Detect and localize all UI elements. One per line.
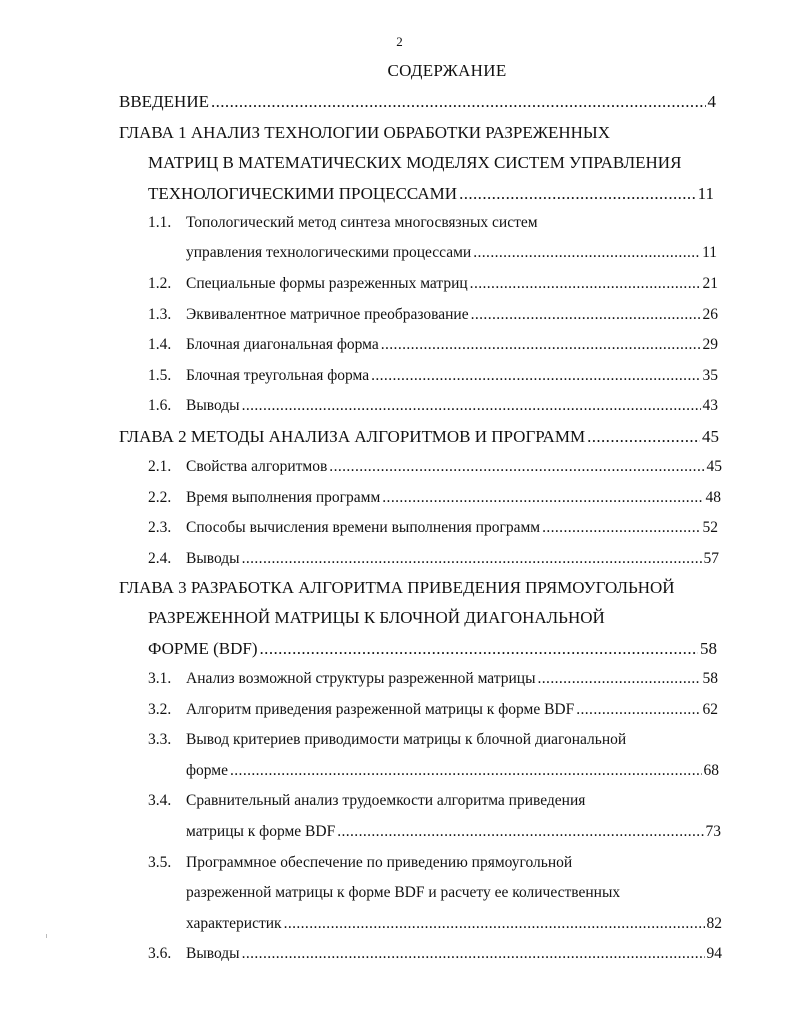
toc-page-number: 21 bbox=[702, 275, 718, 292]
toc-entry-1-1-end bbox=[186, 245, 717, 261]
toc-entry-text: ВВЕДЕНИЕ bbox=[119, 92, 209, 111]
dot-leader bbox=[371, 368, 700, 384]
toc-page-number: 11 bbox=[702, 244, 717, 261]
toc-page-number: 26 bbox=[702, 306, 718, 323]
dot-leader bbox=[242, 398, 701, 414]
dot-leader bbox=[230, 763, 702, 779]
toc-entry-chapter-3[interactable] bbox=[119, 579, 675, 596]
toc-entry-number: 3.4. bbox=[148, 792, 172, 809]
toc-entry-3-1[interactable] bbox=[148, 671, 718, 687]
toc-entry-chapter-1-cont bbox=[148, 154, 681, 171]
toc-entry-text: ГЛАВА 2 МЕТОДЫ АНАЛИЗА АЛГОРИТМОВ И ПРОГРАММ bbox=[119, 427, 586, 446]
toc-page-number: 73 bbox=[705, 823, 721, 840]
toc-entry-text: Эквивалентное матричное преобразование bbox=[186, 306, 469, 323]
dot-leader bbox=[329, 459, 704, 475]
toc-entry-text: Топологический метод синтеза многосвязных систем bbox=[186, 214, 538, 231]
toc-entry-text: ТЕХНОЛОГИЧЕСКИМИ ПРОЦЕССАМИ bbox=[148, 184, 458, 203]
toc-entry-3-2[interactable] bbox=[148, 702, 718, 718]
toc-page-number: 29 bbox=[702, 336, 718, 353]
toc-entry-text: Сравнительный анализ трудоемкости алгоритма приведения bbox=[186, 792, 586, 809]
toc-entry-number: 3.2. bbox=[148, 701, 172, 718]
toc-entry-chapter-2[interactable] bbox=[119, 428, 719, 445]
toc-entry-text: Специальные формы разреженных матриц bbox=[186, 275, 468, 292]
toc-entry-text: Выводы bbox=[186, 397, 240, 414]
toc-page-number: 82 bbox=[706, 915, 722, 932]
toc-entry-text: форме bbox=[186, 762, 228, 779]
toc-entry-text: Способы вычисления времени выполнения программ bbox=[186, 519, 541, 536]
toc-page-number: 43 bbox=[702, 397, 718, 414]
toc-entry-text: Выводы bbox=[186, 550, 240, 567]
dot-leader bbox=[284, 916, 705, 932]
dot-leader bbox=[459, 185, 696, 202]
toc-entry-text: Анализ возможной структуры разреженной матрицы bbox=[186, 670, 536, 687]
toc-entry-chapter-3-cont bbox=[148, 609, 605, 626]
toc-entry-text: МАТРИЦ В МАТЕМАТИЧЕСКИХ МОДЕЛЯХ СИСТЕМ УПРАВЛЕНИЯ bbox=[148, 153, 682, 172]
toc-page-number: 52 bbox=[702, 519, 718, 536]
toc-entry-3-5-cont bbox=[186, 885, 620, 901]
toc-entry-text: РАЗРЕЖЕННОЙ МАТРИЦЫ К БЛОЧНОЙ ДИАГОНАЛЬНОЙ bbox=[148, 608, 605, 627]
toc-entry-number: 1.5. bbox=[148, 367, 172, 384]
toc-page-number: 57 bbox=[703, 550, 719, 567]
toc-entry-number: 1.4. bbox=[148, 336, 172, 353]
toc-entry-3-3-end bbox=[186, 763, 719, 779]
toc-entry-1-5[interactable] bbox=[148, 368, 718, 384]
toc-entry-text: характеристик bbox=[186, 915, 282, 932]
toc-page-number: 45 bbox=[706, 458, 722, 475]
toc-entry-1-2[interactable] bbox=[148, 276, 718, 292]
toc-entry-text: ГЛАВА 3 РАЗРАБОТКА АЛГОРИТМА ПРИВЕДЕНИЯ ПРЯМОУГОЛЬНОЙ bbox=[119, 578, 675, 597]
dot-leader bbox=[211, 93, 706, 110]
dot-leader bbox=[260, 640, 698, 657]
dot-leader bbox=[242, 551, 702, 567]
toc-entry-text: Выводы bbox=[186, 945, 240, 962]
toc-entry-2-1[interactable] bbox=[148, 459, 722, 475]
toc-entry-number: 3.1. bbox=[148, 670, 172, 687]
toc-page-number: 45 bbox=[702, 427, 719, 446]
toc-entry-number: 2.2. bbox=[148, 489, 172, 506]
dot-leader bbox=[470, 276, 701, 292]
toc-entry-number: 2.3. bbox=[148, 519, 172, 536]
toc-entry-number: 2.1. bbox=[148, 458, 172, 475]
page-number: 2 bbox=[396, 34, 403, 49]
toc-page-number: 11 bbox=[697, 184, 714, 203]
toc-entry-text: Блочная треугольная форма bbox=[186, 367, 370, 384]
toc-entry-text: управления технологическими процессами bbox=[186, 244, 472, 261]
toc-entry-1-3[interactable] bbox=[148, 307, 718, 323]
dot-leader bbox=[242, 946, 705, 962]
toc-page-number: 58 bbox=[702, 670, 718, 687]
toc-entry-text: Программное обеспечение по приведению прямоугольной bbox=[186, 854, 573, 871]
dot-leader bbox=[473, 245, 700, 261]
dot-leader bbox=[382, 490, 703, 506]
toc-page-number: 62 bbox=[702, 701, 718, 718]
toc-entry-number: 3.6. bbox=[148, 945, 172, 962]
toc-entry-2-2[interactable] bbox=[148, 490, 721, 506]
toc-entry-text: Свойства алгоритмов bbox=[186, 458, 328, 475]
toc-entry-number: 1.3. bbox=[148, 306, 172, 323]
toc-page-number: 68 bbox=[703, 762, 719, 779]
toc-entry-3-5-end bbox=[186, 916, 722, 932]
toc-entry-3-3[interactable] bbox=[148, 732, 626, 748]
toc-entry-1-1[interactable] bbox=[148, 215, 538, 231]
toc-page-number: 4 bbox=[707, 92, 716, 111]
toc-entry-number: 1.6. bbox=[148, 397, 172, 414]
dot-leader bbox=[538, 671, 701, 687]
dot-leader bbox=[471, 307, 701, 323]
dot-leader bbox=[576, 702, 700, 718]
toc-entry-text: матрицы к форме BDF bbox=[186, 823, 336, 840]
dot-leader bbox=[587, 428, 700, 445]
toc-entry-text: разреженной матрицы к форме BDF и расчету ее количественных bbox=[186, 884, 621, 901]
toc-title: СОДЕРЖАНИЕ bbox=[387, 61, 507, 80]
toc-entry-3-4-end bbox=[186, 824, 721, 840]
dot-leader bbox=[381, 337, 701, 353]
toc-entry-3-6[interactable] bbox=[148, 946, 722, 962]
toc-entry-number: 3.5. bbox=[148, 854, 172, 871]
toc-entry-text: Блочная диагональная форма bbox=[186, 336, 379, 353]
toc-page-number: 35 bbox=[702, 367, 718, 384]
toc-entry-number: 2.4. bbox=[148, 550, 172, 567]
dot-leader bbox=[542, 520, 700, 536]
toc-entry-2-3[interactable] bbox=[148, 520, 718, 536]
toc-entry-number: 1.1. bbox=[148, 214, 172, 231]
toc-entry-text: Вывод критериев приводимости матрицы к блочной диагональной bbox=[186, 731, 627, 748]
toc-entry-chapter-1-end bbox=[148, 185, 714, 202]
toc-entry-chapter-3-end bbox=[148, 640, 717, 657]
toc-entry-3-5[interactable] bbox=[148, 855, 572, 871]
scan-artifact bbox=[46, 934, 47, 938]
dot-leader bbox=[337, 824, 703, 840]
toc-entry-number: 3.3. bbox=[148, 731, 172, 748]
toc-entry-text: Алгоритм приведения разреженной матрицы к форме BDF bbox=[186, 701, 575, 718]
toc-entry-2-4[interactable] bbox=[148, 551, 719, 567]
toc-entry-1-6[interactable] bbox=[148, 398, 718, 414]
toc-entry-chapter-1[interactable] bbox=[119, 124, 610, 141]
toc-entry-text: ГЛАВА 1 АНАЛИЗ ТЕХНОЛОГИИ ОБРАБОТКИ РАЗРЕЖЕННЫХ bbox=[119, 123, 611, 142]
toc-page-number: 48 bbox=[705, 489, 721, 506]
toc-entry-number: 1.2. bbox=[148, 275, 172, 292]
toc-entry-text: ФОРМЕ (BDF) bbox=[148, 639, 258, 658]
toc-page-number: 94 bbox=[706, 945, 722, 962]
toc-page-number: 58 bbox=[700, 639, 717, 658]
toc-entry-3-4[interactable] bbox=[148, 793, 585, 809]
toc-entry-1-4[interactable] bbox=[148, 337, 718, 353]
toc-entry-introduction[interactable] bbox=[119, 93, 716, 110]
toc-entry-text: Время выполнения программ bbox=[186, 489, 381, 506]
